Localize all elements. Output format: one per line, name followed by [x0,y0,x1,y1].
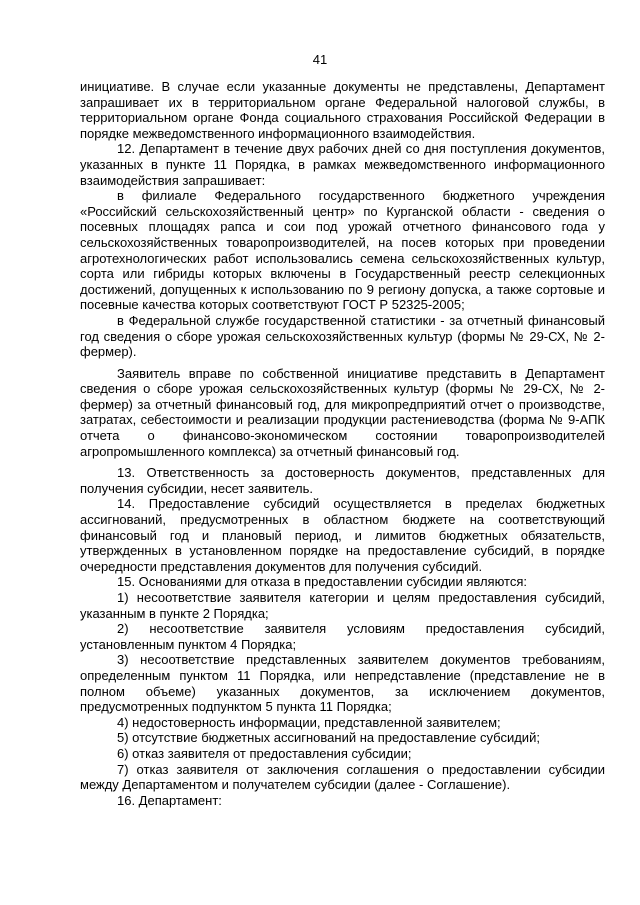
paragraph-item-13: 13. Ответственность за достоверность документов, представленных для получения субсидии, несет заявитель. [80,465,605,496]
paragraph-request-statistics: в Федеральной службе государственной статистики - за отчетный финансовый год сведения о сборе урожая сельскохозяйственных культур (формы № 29-СХ, № 2-фермер). [80,312,605,360]
list-item: 2) несоответствие заявителя условиям предоставления субсидий, установленным пунктом 4 Порядка; [80,621,605,652]
list-item: 6) отказ заявителя от предоставления субсидии; [117,745,412,761]
list-item: 1) несоответствие заявителя категории и целям предоставления субсидий, указанным в пункте 2 Порядка; [80,590,605,621]
list-item: 7) отказ заявителя от заключения соглашения о предоставлении субсидии между Департаментом и получателем субсидии (далее - Соглашение). [80,761,605,793]
paragraph-request-branch: в филиале Федерального государственного бюджетного учреждения «Российский сельскохозяйственный центр» по Курганской области - сведения о посевных площадях рапса и сои под урожай отчетного финансового года у сельскохозяйственных товаропроизводителей, на посев которых при проведении агротехнологических работ использовались семена сельскохозяйственных культур, сорта или гибриды которых включены в Государственный реестр селекционных достижений, допущенных к использованию по 9 региону допуска, а также сортовые и посевные качества которых соответствуют ГОСТ Р 52325-2005; [80,188,605,313]
paragraph-applicant-initiative: Заявитель вправе по собственной инициативе представить в Департамент сведения о сборе урожая сельскохозяйственных культур (формы № 29-СХ, № 2-фермер) за отчетный финансовый год, для микропредприятий отчет о производстве, затратах, себестоимости и реализации продукции растениеводства (форма № 9-АПК отчета о финансово-экономическом состоянии товаропроизводителей агропромышленного комплекса) за отчетный финансовый год. [80,365,605,459]
paragraph-item-15: 15. Основаниями для отказа в предоставлении субсидии являются: [117,574,528,590]
paragraph-continuation: инициативе. В случае если указанные документы не представлены, Департамент запрашивает их в территориальном органе Федеральной налоговой службы, в территориальном органе Фонда социального страхования Российской Федерации в порядке межведомственного информационного взаимодействия. [80,79,605,141]
paragraph-item-14: 14. Предоставление субсидий осуществляется в пределах бюджетных ассигнований, предусмотренных в областном бюджете на соответствующий финансовый год и плановый период, и лимитов бюджетных обязательств, утвержденных в установленном порядке на предоставление субсидий, в порядке очередности представления документов для получения субсидий. [80,496,605,574]
page-number: 41 [312,52,328,67]
paragraph-item-16: 16. Департамент: [117,792,222,808]
list-item: 5) отсутствие бюджетных ассигнований на предоставление субсидий; [117,730,540,746]
list-item: 3) несоответствие представленных заявителем документов требованиям, определенным пунктом 11 Порядка, или непредставление (представление не в полном объеме) указанных документов, за исключением документов, предусмотренных подпунктом 5 пункта 11 Порядка; [80,652,605,715]
document-body [80,79,605,808]
paragraph-item-12: 12. Департамент в течение двух рабочих дней со дня поступления документов, указанных в пункте 11 Порядка, в рамках межведомственного информационного взаимодействия запрашивает: [80,141,605,188]
list-item: 4) недостоверность информации, представленной заявителем; [117,714,501,730]
